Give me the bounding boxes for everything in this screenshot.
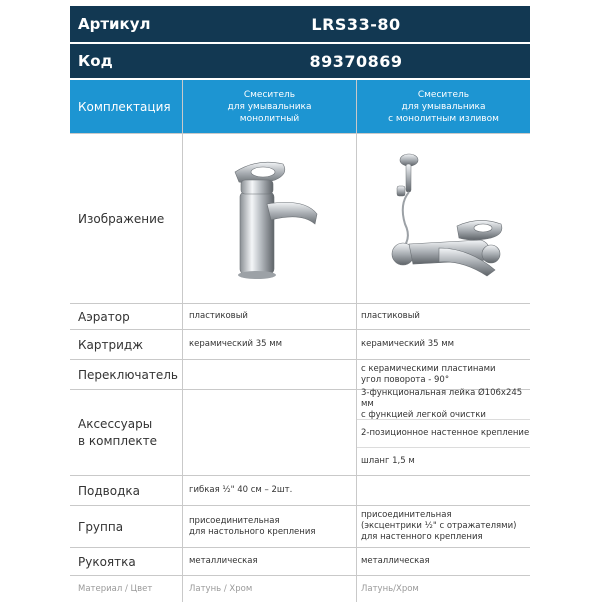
aerator-label: Аэратор (78, 309, 130, 324)
group-col1-line1: присоединительная (189, 515, 280, 526)
aerator-col1: пластиковый (182, 304, 356, 329)
article-value: LRS33-80 (311, 14, 401, 34)
group-col2-line2: (эксцентрики ½" с отражателями) (361, 521, 517, 531)
accessory-item (357, 448, 530, 475)
handle-label: Рукоятка (78, 554, 136, 569)
accessory-item1-line2: с функцией легкой очистки (361, 410, 486, 420)
code-row (70, 44, 530, 80)
group-col2-line1: присоединительная (361, 510, 452, 520)
accessories-col1 (182, 390, 356, 475)
image-row (70, 134, 530, 304)
accessory-item (357, 420, 530, 448)
handle-col1: металлическая (182, 548, 356, 575)
aerator-col2: пластиковый (356, 304, 530, 329)
switch-label: Переключатель (78, 367, 178, 382)
kit-col2-line: с монолитным изливом (388, 113, 499, 124)
article-label: Артикул (78, 15, 151, 33)
material-col1: Латунь / Хром (182, 576, 356, 602)
group-col2 (356, 506, 530, 547)
material-col2: Латунь/Хром (356, 576, 530, 602)
bath-faucet-image (356, 134, 530, 303)
accessory-item3: шланг 1,5 м (361, 456, 415, 466)
material-row (70, 576, 530, 602)
article-row (70, 6, 530, 44)
accessories-label (70, 390, 182, 475)
aerator-row (70, 304, 530, 330)
switch-col1 (182, 360, 356, 389)
kit-label: Комплектация (78, 99, 171, 114)
supply-col1: гибкая ½" 40 см – 2шт. (182, 476, 356, 505)
kit-col2 (356, 80, 530, 133)
supply-row (70, 476, 530, 506)
code-value: 89370869 (309, 51, 403, 71)
switch-col2 (356, 360, 530, 389)
basin-faucet-image (182, 134, 356, 303)
cartridge-label: Картридж (78, 337, 144, 352)
kit-col2-line: Смеситель (417, 89, 470, 100)
handle-col2: металлическая (356, 548, 530, 575)
group-col1-line2: для настольного крепления (189, 526, 316, 537)
kit-row (70, 80, 530, 134)
accessory-item2: 2-позиционное настенное крепление (361, 428, 530, 438)
accessories-row (70, 390, 530, 476)
material-label: Материал / Цвет (78, 584, 153, 594)
accessories-label-line2: в комплекте (78, 433, 158, 448)
bath-faucet-with-shower-icon (369, 144, 519, 294)
kit-col1-line: монолитный (239, 113, 300, 124)
group-col2-line3: для настенного крепления (361, 532, 483, 542)
accessories-col2 (356, 390, 530, 475)
cartridge-col2: керамический 35 мм (356, 330, 530, 359)
accessory-item (357, 390, 530, 420)
kit-col1-line: для умывальника (227, 101, 312, 112)
kit-col1-line: Смеситель (243, 89, 296, 100)
accessories-label-line1: Аксессуары (78, 416, 153, 431)
group-col1 (182, 506, 356, 547)
kit-col1 (182, 80, 356, 133)
code-label: Код (78, 52, 113, 70)
image-label: Изображение (78, 211, 165, 226)
group-row (70, 506, 530, 548)
supply-col2 (356, 476, 530, 505)
switch-col2-line2: угол поворота - 90° (361, 374, 450, 385)
kit-col2-line: для умывальника (401, 101, 486, 112)
switch-row (70, 360, 530, 390)
handle-row (70, 548, 530, 576)
cartridge-row (70, 330, 530, 360)
group-label: Группа (78, 519, 124, 534)
cartridge-col1: керамический 35 мм (182, 330, 356, 359)
spec-table (70, 6, 530, 602)
supply-label: Подводка (78, 483, 140, 498)
switch-col2-line1: с керамическими пластинами (361, 363, 496, 374)
basin-faucet-icon (205, 144, 335, 294)
accessory-item1-line1: 3-функциональная лейка Ø106х245 мм (361, 388, 523, 409)
